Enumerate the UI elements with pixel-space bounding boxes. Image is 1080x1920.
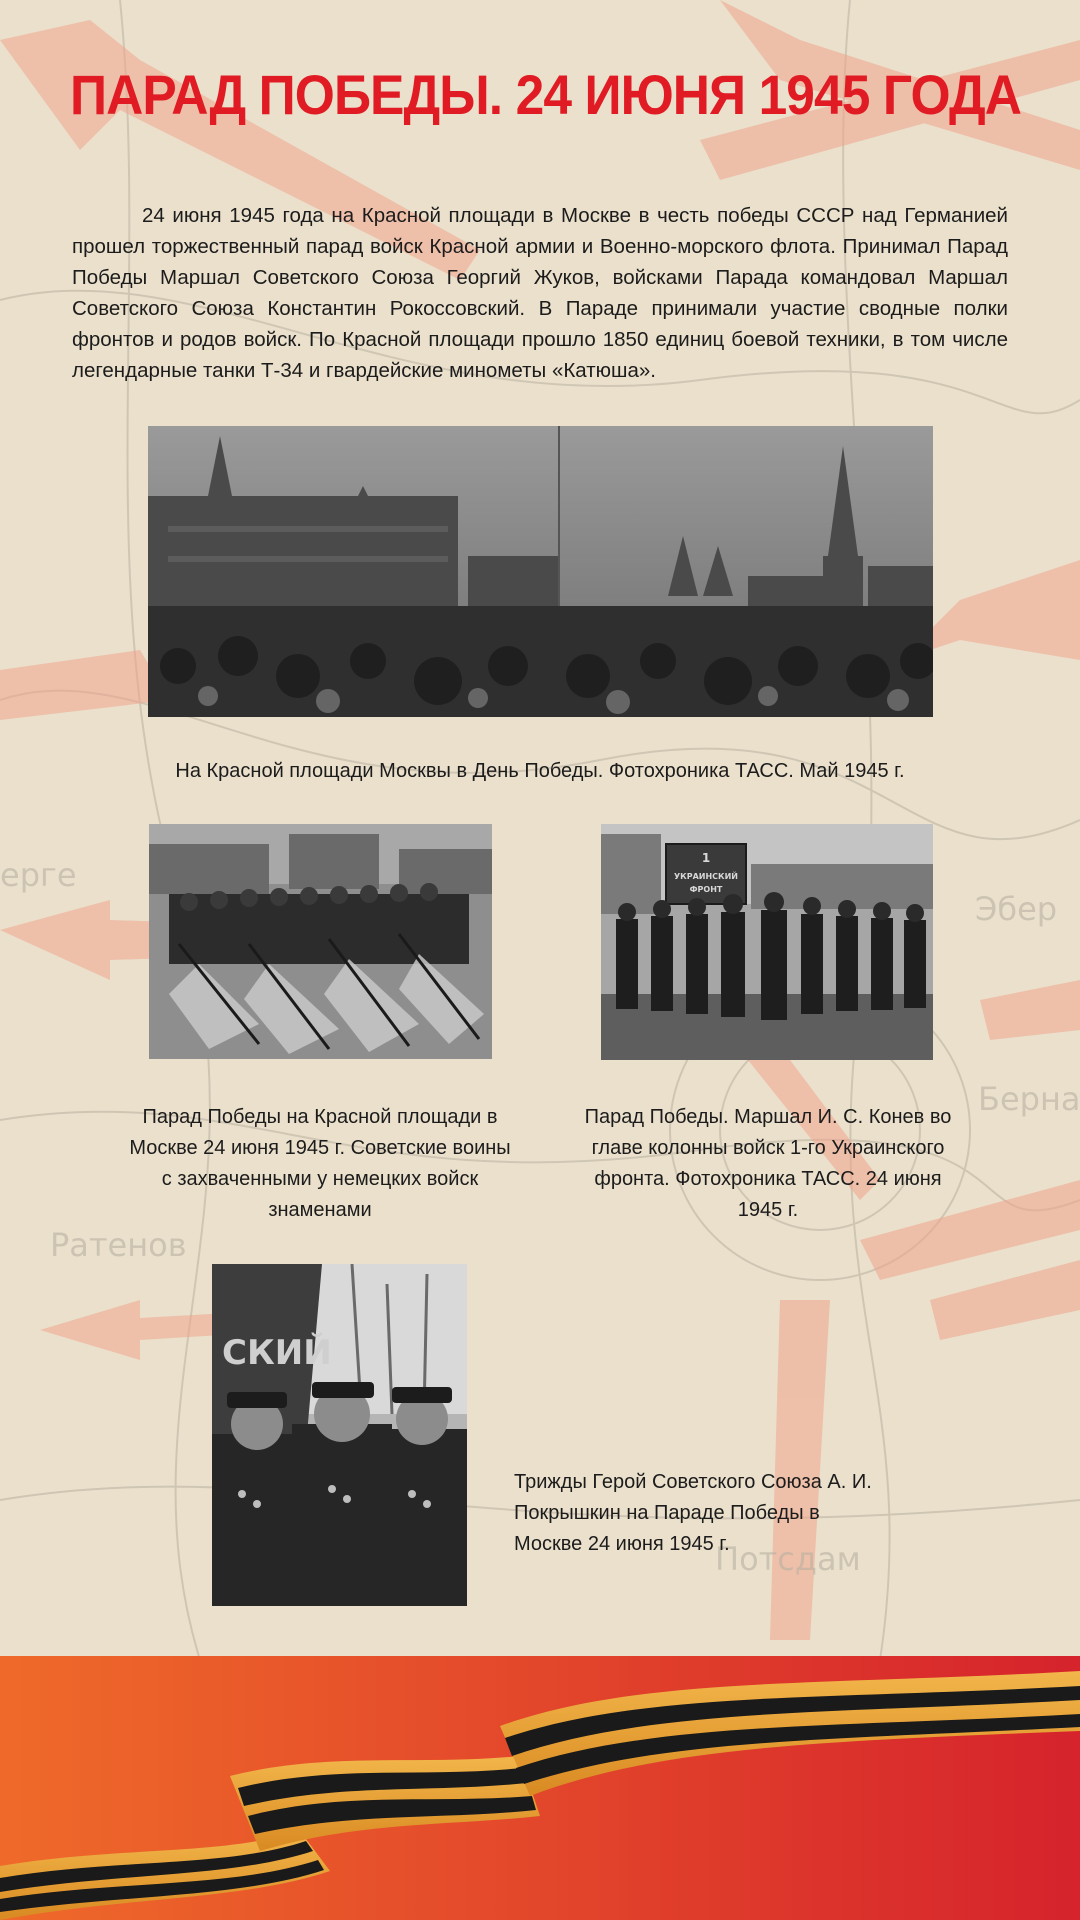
map-label-berna: Берна bbox=[978, 1080, 1080, 1118]
map-label-potsdam: Потсдам bbox=[715, 1540, 861, 1578]
intro-paragraph: 24 июня 1945 года на Красной площади в Москве в честь победы СССР над Германией прошел торжественный парад войск Красной армии и Военно-морского флота. Принимал Парад Победы Маршал Советского Союза Георгий Жуков, войсками Парада командовал Маршал Советского Союза Константин Рокоссовский. В Параде принимали участие сводные полки фронтов и родов войск. По Красной площади прошло 1850 единиц боевой техники, в том числе легендарные танки Т-34 и гвардейские минометы «Катюша». bbox=[72, 204, 1008, 382]
photo-red-square-panorama bbox=[148, 426, 933, 717]
page-title: ПАРАД ПОБЕДЫ. 24 ИЮНЯ 1945 ГОДА bbox=[70, 63, 1022, 126]
caption-pokryshkin: Трижды Герой Советского Союза А. И. Покрышкин на Параде Победы в Москве 24 июня 1945 г. bbox=[514, 1471, 872, 1555]
banner-number: 1 bbox=[701, 851, 711, 865]
caption-konev-column: Парад Победы. Маршал И. С. Конев во главе колонны войск 1-го Украинского фронта. Фотохроника ТАСС. 24 июня 1945 г. bbox=[584, 1106, 952, 1221]
photo-captured-banners bbox=[149, 824, 492, 1059]
st-george-ribbon-band bbox=[0, 1656, 1080, 1920]
photo-pokryshkin bbox=[212, 1264, 467, 1606]
banner-line-2: ФРОНТ bbox=[689, 885, 723, 894]
caption-red-square-panorama: На Красной площади Москвы в День Победы. Фотохроника ТАСС. Май 1945 г. bbox=[175, 760, 905, 782]
map-label-eber: Эбер bbox=[975, 890, 1058, 928]
pokryshkin-banner-text: СКИЙ bbox=[222, 1333, 332, 1373]
map-label-ratenov: Ратенов bbox=[50, 1226, 187, 1264]
caption-captured-banners: Парад Победы на Красной площади в Москве 24 июня 1945 г. Советские воины с захваченными у немецких войск знаменами bbox=[129, 1106, 511, 1221]
banner-line-1: УКРАИНСКИЙ bbox=[674, 872, 738, 881]
map-label-erge: ерге bbox=[0, 856, 77, 894]
photo-konev-column bbox=[601, 824, 933, 1060]
